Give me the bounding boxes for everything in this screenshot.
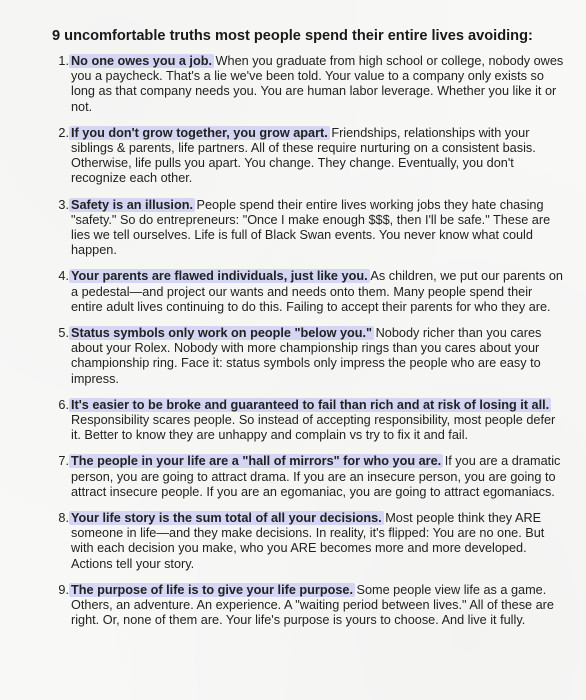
- list-item: [58, 54, 564, 115]
- item-body: Some people view life as a game. Others, an adventure. An experience. A "waiting period between lives." All of these are right. Or, none of them are. Your life's purpose is yours to choose. And live it fully.: [71, 582, 554, 628]
- list-item: [58, 582, 564, 629]
- item-body: When you graduate from high school or college, nobody owes you a paycheck. That's a lie we've been told. Your value to a company only exists so long as that company needs you. You are human labor leverage. Whether you like it or not.: [71, 54, 564, 114]
- list-item: [58, 397, 564, 444]
- item-number: 7.: [58, 454, 69, 469]
- document-title: 9 uncomfortable truths most people spend their entire lives avoiding:: [52, 28, 533, 44]
- item-body: Responsibility scares people. So instead of accepting responsibility, most people defer it. Better to know they are unhappy and complain vs try to fix it and fail.: [71, 413, 556, 443]
- item-highlight: Safety is an illusion.: [71, 197, 193, 212]
- item-body: Most people think they ARE someone in life—and they make decisions. In reality, it's flipped: You are no one. But with each decision you make, who you ARE becomes more and more developed. Actions tell your story.: [71, 511, 545, 571]
- list-item: [58, 511, 564, 572]
- item-highlight: If you don't grow together, you grow apart.: [71, 125, 328, 140]
- truths-list: [52, 54, 564, 629]
- item-highlight: Your parents are flawed individuals, just like you.: [71, 269, 368, 284]
- item-body: As children, we put our parents on a pedestal—and project our wants and needs onto them. Many people spend their entire adult lives continuing to do this. Failing to accept their parents for who they are.: [71, 269, 563, 314]
- list-item: [58, 197, 564, 259]
- item-highlight: Status symbols only work on people "below you.": [71, 326, 373, 341]
- item-body: People spend their entire lives working jobs they hate chasing "safety." So do entrepreneurs: "Once I make enough $$$, then I'll be safe." These are lies we tell ourselves. Life is full of Black Swan events. You never know what could happen.: [71, 197, 551, 258]
- item-number: 8.: [58, 511, 69, 526]
- item-highlight: Your life story is the sum total of all your decisions.: [71, 511, 382, 526]
- list-item: [58, 326, 564, 387]
- item-highlight: No one owes you a job.: [71, 54, 212, 68]
- item-number: 1.: [58, 54, 69, 68]
- list-item: [58, 454, 564, 500]
- list-item: [58, 125, 564, 187]
- item-number: 2.: [58, 125, 69, 140]
- list-item: [58, 269, 564, 315]
- item-body: Friendships, relationships with your siblings & parents, life partners. All of these require nurturing on a consistent basis. Otherwise, life pulls you apart. You change. They change. Eventually, you don't recognize each other.: [71, 125, 536, 186]
- item-number: 4.: [58, 269, 69, 284]
- item-number: 3.: [58, 197, 69, 212]
- item-body: If you are a dramatic person, you are going to attract drama. If you are an insecure person, you are going to attract insecure people. If you are an egomaniac, you are going to attract egomaniacs.: [71, 454, 561, 499]
- item-number: 5.: [58, 326, 69, 341]
- item-highlight: It's easier to be broke and guaranteed to fail than rich and at risk of losing it all.: [71, 397, 550, 412]
- item-highlight: The people in your life are a "hall of mirrors" for who you are.: [71, 454, 442, 469]
- item-number: 6.: [58, 397, 69, 412]
- item-highlight: The purpose of life is to give your life purpose.: [71, 582, 353, 597]
- item-number: 9.: [58, 582, 69, 597]
- item-body: Nobody richer than you cares about your Rolex. Nobody with more championship rings than you cares about your championship ring. Face it: status symbols only impress the people who are easy to impress.: [71, 326, 542, 386]
